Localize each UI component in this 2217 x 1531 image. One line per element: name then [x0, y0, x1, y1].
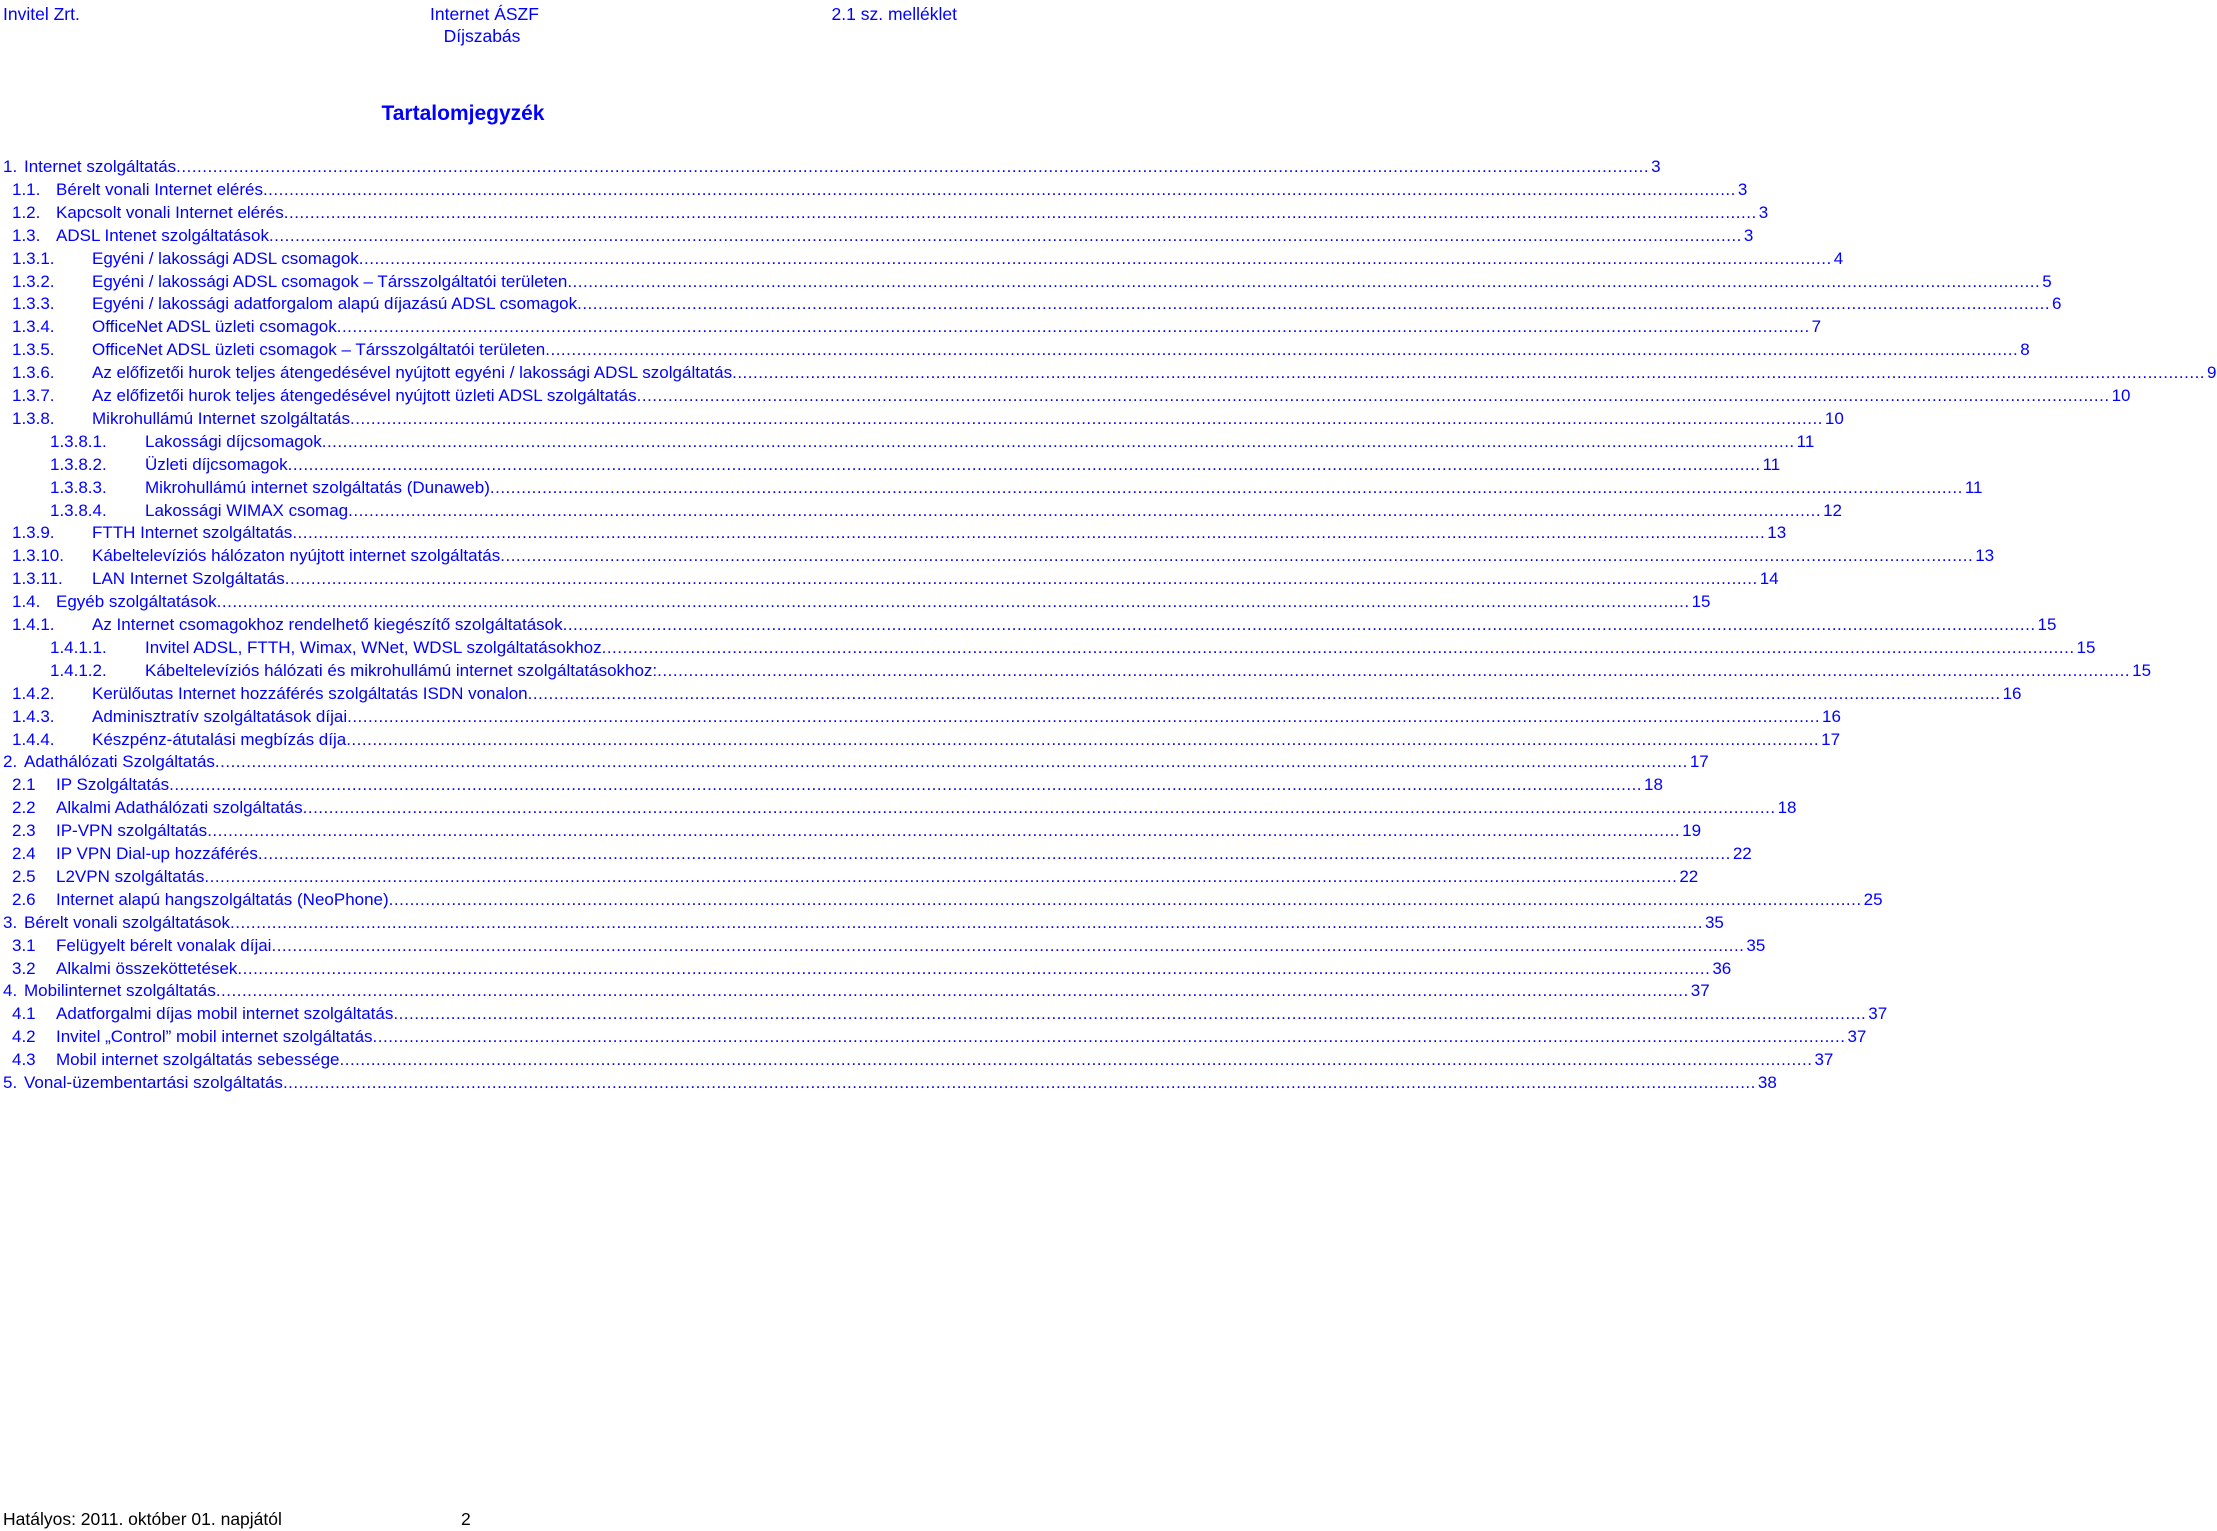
toc-dot-leader	[169, 773, 1642, 796]
toc-dot-leader	[528, 682, 2001, 705]
toc-dot-leader	[637, 384, 2110, 407]
toc-entry[interactable]	[12, 1025, 1867, 1048]
toc-entry-title: Egyéni / lakossági ADSL csomagok	[92, 248, 359, 268]
header-company: Invitel Zrt.	[3, 4, 80, 24]
toc-entry-title: Lakossági díjcsomagok	[145, 431, 322, 451]
toc-entry-page: 16	[2002, 683, 2022, 703]
toc-entry-title: L2VPN szolgáltatás	[56, 866, 205, 886]
toc-entry[interactable]	[3, 155, 1661, 178]
toc-dot-leader	[348, 499, 1821, 522]
toc-entry-page: 8	[2020, 340, 2030, 360]
toc-dot-leader	[215, 750, 1688, 773]
toc-entry[interactable]	[12, 315, 1822, 338]
header-appendix-label: 2.1 sz. melléklet	[831, 4, 957, 24]
toc-entry-number: 1.3.5.	[12, 340, 55, 360]
header-document-title	[430, 3, 539, 47]
toc-entry-page: 25	[1863, 889, 1883, 909]
toc-entry-page: 22	[1679, 866, 1699, 886]
toc-entry[interactable]	[12, 796, 1797, 819]
toc-entry-page: 10	[1824, 408, 1844, 428]
toc-dot-leader	[263, 178, 1736, 201]
toc-entry-page: 15	[2037, 615, 2057, 634]
toc-entry-title: Vonal-üzembentartási szolgáltatás	[24, 1073, 283, 1092]
toc-entry-title: Kerülőutas Internet hozzáférés szolgáltatás ISDN vonalon	[92, 683, 528, 703]
toc-dot-leader	[292, 521, 1765, 544]
toc-entry[interactable]	[50, 499, 1842, 522]
toc-entry-title: Internet szolgáltatás	[24, 157, 177, 176]
toc-entry[interactable]	[12, 247, 1844, 270]
toc-entry-page: 18	[1777, 798, 1797, 818]
toc-entry-title: Felügyelt bérelt vonalak díjai	[56, 935, 272, 955]
toc-entry-page: 3	[1743, 225, 1754, 245]
toc-entry[interactable]	[50, 636, 2096, 659]
toc-entry[interactable]	[12, 888, 1883, 911]
toc-entry-title: Mobil internet szolgáltatás sebessége	[56, 1050, 340, 1070]
toc-entry-number: 5.	[3, 1073, 18, 1092]
toc-entry-title: Kábeltelevíziós hálózaton nyújtott internet szolgáltatás	[92, 546, 501, 566]
toc-entry-page: 11	[1762, 454, 1781, 474]
toc-entry-number: 1.3.8.4.	[50, 500, 107, 520]
toc-entry-number: 1.3.8.1.	[50, 431, 107, 451]
toc-dot-leader	[258, 842, 1731, 865]
toc-entry-title: Mobilinternet szolgáltatás	[24, 981, 216, 1001]
toc-entry-number: 1.2.	[12, 202, 41, 222]
toc-entry-page: 16	[1822, 706, 1841, 726]
toc-entry-title: Alkalmi Adathálózati szolgáltatás	[56, 798, 303, 818]
toc-entry[interactable]	[12, 1048, 1834, 1071]
toc-entry-number: 1.3.2.	[12, 271, 55, 291]
toc-entry[interactable]	[12, 682, 2022, 705]
toc-entry[interactable]	[12, 544, 1995, 567]
toc-entry-title: Egyéni / lakossági ADSL csomagok – Társszolgáltatói területen	[92, 271, 568, 291]
toc-dot-leader	[389, 888, 1862, 911]
toc-entry-number: 4.2	[12, 1027, 36, 1047]
toc-dot-leader	[490, 476, 1963, 499]
toc-entry[interactable]	[12, 705, 1841, 728]
toc-entry-title: IP VPN Dial-up hozzáférés	[56, 844, 258, 863]
toc-entry-title: Mikrohullámú internet szolgáltatás (Dunaweb)	[145, 477, 490, 497]
toc-dot-leader	[230, 911, 1703, 934]
toc-entry[interactable]	[12, 338, 2030, 361]
toc-entry-page: 35	[1746, 935, 1766, 955]
footer-page-number: 2	[461, 1509, 471, 1529]
toc-entry-title: Adminisztratív szolgáltatások díjai	[92, 706, 348, 726]
toc-dot-leader	[577, 292, 2050, 315]
toc-entry[interactable]	[12, 292, 2062, 315]
toc-entry-page: 7	[1811, 317, 1822, 337]
toc-entry-title: Adathálózati Szolgáltatás	[24, 752, 215, 772]
toc-entry-title: Invitel ADSL, FTTH, Wimax, WNet, WDSL szolgáltatásokhoz	[145, 637, 602, 657]
toc-entry[interactable]	[3, 979, 1710, 1002]
toc-entry[interactable]	[3, 911, 1724, 934]
toc-dot-leader	[269, 224, 1742, 247]
toc-entry[interactable]	[12, 1002, 1888, 1025]
toc-dot-leader	[288, 453, 1761, 476]
toc-entry-number: 2.6	[12, 889, 36, 909]
toc-entry-page: 15	[1691, 592, 1711, 612]
toc-entry[interactable]	[12, 384, 2131, 407]
toc-entry-page: 12	[1823, 500, 1842, 520]
toc-entry-number: 2.4	[12, 844, 36, 863]
toc-entry-title: Egyéni / lakossági adatforgalom alapú díjazású ADSL csomagok	[92, 294, 578, 314]
toc-entry[interactable]	[12, 224, 1754, 247]
toc-dot-leader	[393, 1002, 1866, 1025]
toc-entry-page: 37	[1814, 1050, 1834, 1070]
toc-entry[interactable]	[12, 728, 1841, 751]
toc-entry-title: Az Internet csomagokhoz rendelhető kiegészítő szolgáltatások	[92, 615, 563, 634]
toc-entry-page: 3	[1737, 179, 1748, 199]
toc-dot-leader	[216, 979, 1689, 1002]
toc-entry-title: Adatforgalmi díjas mobil internet szolgáltatás	[56, 1004, 394, 1024]
toc-dot-leader	[283, 1071, 1756, 1094]
toc-entry-title: IP-VPN szolgáltatás	[56, 821, 208, 841]
toc-dot-leader	[271, 934, 1744, 957]
toc-entry-title: Az előfizetői hurok teljes átengedésével nyújtott egyéni / lakossági ADSL szolgáltatás	[92, 363, 733, 383]
toc-entry-number: 1.4.1.1.	[50, 637, 107, 657]
toc-dot-leader	[732, 361, 2205, 384]
toc-dot-leader	[284, 201, 1757, 224]
toc-entry-page: 4	[1833, 248, 1844, 268]
toc-entry-title: ADSL Intenet szolgáltatások	[56, 225, 269, 245]
toc-entry-number: 1.	[3, 157, 18, 176]
toc-entry-page: 22	[1732, 844, 1752, 863]
toc-entry-title: Mikrohullámú Internet szolgáltatás	[92, 408, 350, 428]
toc-entry-page: 15	[2076, 637, 2096, 657]
toc-entry-page: 38	[1757, 1073, 1777, 1092]
toc-entry[interactable]	[12, 934, 1766, 957]
toc-dot-leader	[350, 407, 1823, 430]
toc-entry-number: 3.1	[12, 935, 36, 955]
toc-entry[interactable]	[12, 957, 1732, 980]
toc-entry-number: 3.	[3, 912, 18, 932]
toc-dot-leader	[657, 659, 2130, 682]
toc-entry-page: 13	[1767, 523, 1787, 543]
toc-entry-page: 10	[2111, 386, 2131, 405]
toc-entry-page: 13	[1975, 546, 1995, 566]
toc-entry-number: 2.1	[12, 775, 36, 795]
toc-entry-page: 35	[1704, 912, 1724, 932]
toc-entry[interactable]	[12, 270, 2052, 293]
toc-entry-title: Alkalmi összeköttetések	[56, 958, 238, 978]
toc-entry-page: 19	[1682, 821, 1702, 841]
toc-entry[interactable]	[12, 842, 1752, 865]
toc-dot-leader	[602, 636, 2075, 659]
toc-entry-number: 1.3.8.3.	[50, 477, 107, 497]
toc-entry-page: 3	[1651, 157, 1661, 176]
toc-dot-leader	[373, 1025, 1846, 1048]
toc-entry-title: IP Szolgáltatás	[56, 775, 170, 795]
toc-entry-number: 4.1	[12, 1004, 36, 1024]
toc-entry[interactable]	[12, 773, 1663, 796]
toc-entry-number: 1.3.10.	[12, 546, 64, 566]
toc-entry-title: Egyéb szolgáltatások	[56, 592, 217, 612]
toc-entry-page: 36	[1712, 958, 1732, 978]
header-title-line1: Internet ÁSZF	[430, 4, 539, 24]
toc-entry-title: Kapcsolt vonali Internet elérés	[56, 202, 284, 222]
toc-entry-title: Internet alapú hangszolgáltatás (NeoPhone)	[56, 889, 389, 909]
toc-entry-number: 1.3.9.	[12, 523, 55, 543]
toc-heading: Tartalomjegyzék	[381, 102, 545, 125]
toc-dot-leader	[545, 338, 2018, 361]
toc-entry-page: 17	[1689, 752, 1709, 772]
toc-entry-title: Bérelt vonali szolgáltatások	[24, 912, 231, 932]
toc-entry-page: 18	[1644, 775, 1663, 795]
toc-entry-title: Bérelt vonali Internet elérés	[56, 179, 263, 199]
toc-dot-leader	[563, 613, 2036, 636]
footer-validity: Hatályos: 2011. október 01. napjától	[3, 1509, 282, 1529]
toc-entry-number: 2.	[3, 752, 18, 772]
toc-entry-number: 1.3.6.	[12, 363, 55, 383]
toc-entry[interactable]	[50, 430, 1815, 453]
toc-entry-number: 1.3.1.	[12, 248, 55, 268]
toc-entry-page: 14	[1759, 569, 1779, 589]
toc-dot-leader	[237, 957, 1710, 980]
toc-dot-leader	[303, 796, 1776, 819]
toc-entry[interactable]	[12, 865, 1699, 888]
toc-entry[interactable]	[12, 590, 1711, 613]
toc-dot-leader	[567, 270, 2040, 293]
toc-entry-title: OfficeNet ADSL üzleti csomagok – Társszolgáltatói területen	[92, 340, 546, 360]
toc-entry[interactable]	[12, 613, 2057, 636]
toc-entry-number: 1.3.	[12, 225, 41, 245]
toc-entry-page: 11	[1964, 477, 1983, 497]
toc-entry-page: 9	[2207, 363, 2217, 383]
toc-entry-number: 2.5	[12, 866, 36, 886]
toc-entry-number: 1.4.1.2.	[50, 660, 107, 680]
toc-entry-number: 1.3.3.	[12, 294, 55, 314]
toc-entry-page: 37	[1847, 1027, 1867, 1047]
toc-dot-leader	[207, 819, 1680, 842]
toc-entry-page: 15	[2132, 660, 2152, 680]
toc-entry-number: 1.4.1.	[12, 615, 55, 634]
toc-entry-title: LAN Internet Szolgáltatás	[92, 569, 285, 589]
toc-entry[interactable]	[12, 178, 1748, 201]
toc-entry[interactable]	[50, 453, 1781, 476]
toc-dot-leader	[500, 544, 1973, 567]
toc-entry-number: 1.3.8.	[12, 408, 55, 428]
toc-entry-title: Invitel „Control” mobil internet szolgáltatás	[56, 1027, 373, 1047]
toc-entry-number: 1.1.	[12, 179, 41, 199]
toc-dot-leader	[340, 1048, 1813, 1071]
toc-entry[interactable]	[12, 521, 1787, 544]
toc-entry[interactable]	[3, 750, 1709, 773]
toc-entry-title: Üzleti díjcsomagok	[145, 454, 288, 474]
toc-dot-leader	[346, 728, 1819, 751]
toc-entry[interactable]	[12, 201, 1769, 224]
toc-dot-leader	[204, 865, 1677, 888]
toc-dot-leader	[217, 590, 1690, 613]
toc-entry-page: 5	[2042, 271, 2052, 291]
toc-entry-number: 1.3.7.	[12, 386, 55, 405]
toc-entry-title: Lakossági WIMAX csomag	[145, 500, 349, 520]
toc-dot-leader	[176, 155, 1649, 178]
toc-entry-page: 37	[1690, 981, 1710, 1001]
toc-entry-title: OfficeNet ADSL üzleti csomagok	[92, 317, 337, 337]
toc-entry[interactable]	[50, 659, 2152, 682]
toc-entry[interactable]	[12, 567, 1779, 590]
toc-entry-title: Kábeltelevíziós hálózati és mikrohullámú internet szolgáltatásokhoz:	[145, 660, 658, 680]
toc-entry-title: FTTH Internet szolgáltatás	[92, 523, 293, 543]
toc-entry[interactable]	[50, 476, 1983, 499]
toc-entry-page: 3	[1758, 202, 1769, 222]
toc-entry-number: 2.2	[12, 798, 36, 818]
toc-dot-leader	[322, 430, 1795, 453]
toc-entry-title: Készpénz-átutalási megbízás díja	[92, 729, 347, 749]
toc-entry-number: 1.4.3.	[12, 706, 55, 726]
toc-entry-number: 1.4.2.	[12, 683, 55, 703]
toc-entry-number: 1.3.4.	[12, 317, 55, 337]
toc-entry-page: 6	[2052, 294, 2062, 314]
toc-dot-leader	[347, 705, 1820, 728]
toc-entry-page: 37	[1868, 1004, 1888, 1024]
toc-entry-number: 4.	[3, 981, 18, 1001]
header-title-line2: Díjszabás	[443, 26, 521, 46]
toc-entry-page: 11	[1796, 431, 1815, 451]
toc-entry[interactable]	[12, 819, 1702, 842]
toc-entry-page: 17	[1821, 729, 1841, 749]
toc-entry-number: 1.3.11.	[12, 569, 63, 589]
toc-entry[interactable]	[12, 407, 1844, 430]
toc-entry-number: 2.3	[12, 821, 36, 841]
toc-entry[interactable]	[3, 1071, 1777, 1094]
toc-entry-number: 1.3.8.2.	[50, 454, 107, 474]
toc-dot-leader	[359, 247, 1832, 270]
toc-entry-number: 4.3	[12, 1050, 36, 1070]
toc-entry-title: Az előfizetői hurok teljes átengedésével nyújtott üzleti ADSL szolgáltatás	[92, 386, 637, 405]
toc-entry[interactable]	[12, 361, 2217, 384]
toc-dot-leader	[285, 567, 1758, 590]
toc-dot-leader	[337, 315, 1810, 338]
toc-entry-number: 3.2	[12, 958, 36, 978]
toc-entry-number: 1.4.	[12, 592, 41, 612]
toc-entry-number: 1.4.4.	[12, 729, 55, 749]
